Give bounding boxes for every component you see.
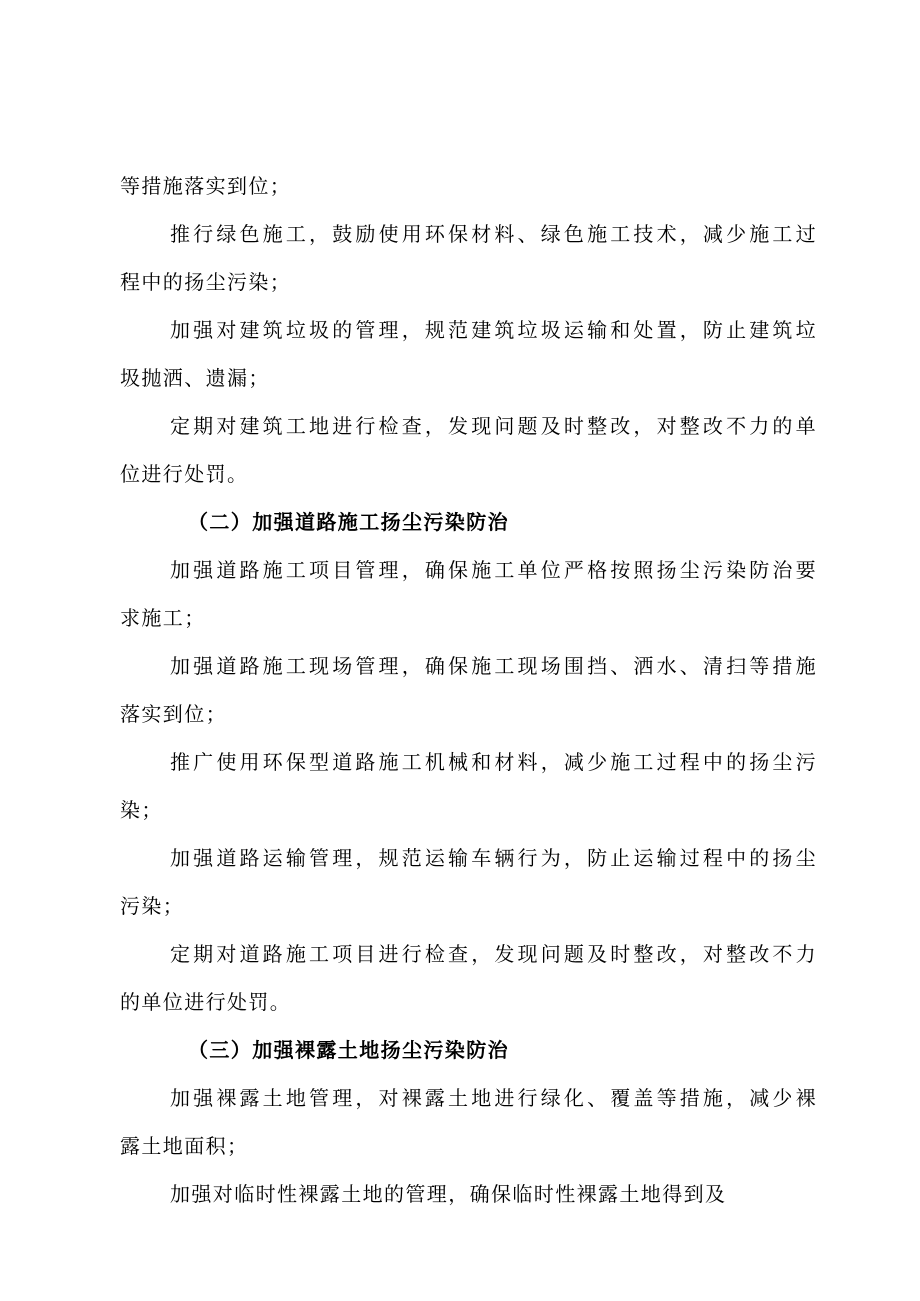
text-line-continuation: 落实到位； <box>120 702 227 726</box>
text-line-continuation: 露土地面积； <box>120 1134 249 1158</box>
text-line-continuation: 等措施落实到位； <box>120 174 292 198</box>
paragraph-temporary-bare-land: 加强对临时性裸露土地的管理，确保临时性裸露土地得到及 <box>170 1182 727 1206</box>
document-body <box>120 162 817 1218</box>
paragraph-road-transport: 加强道路运输管理，规范运输车辆行为，防止运输过程中的扬尘 <box>170 846 817 870</box>
paragraph-bare-land-management: 加强裸露土地管理，对裸露土地进行绿化、覆盖等措施，减少裸 <box>170 1086 817 1110</box>
section-heading-road-construction: （二）加强道路施工扬尘污染防治 <box>188 510 509 534</box>
paragraph-road-inspection: 定期对道路施工项目进行检查，发现问题及时整改，对整改不力 <box>170 942 817 966</box>
paragraph-construction-waste: 加强对建筑垃圾的管理，规范建筑垃圾运输和处置，防止建筑垃 <box>170 318 817 342</box>
text-line-continuation: 位进行处罚。 <box>120 462 249 486</box>
text-line-continuation: 污染； <box>120 894 185 918</box>
text-line-continuation: 的单位进行处罚。 <box>120 990 292 1014</box>
text-line-continuation: 求施工； <box>120 606 206 630</box>
paragraph-road-project-management: 加强道路施工项目管理，确保施工单位严格按照扬尘污染防治要 <box>170 558 817 582</box>
text-line-continuation: 程中的扬尘污染； <box>120 270 292 294</box>
paragraph-green-construction: 推行绿色施工，鼓励使用环保材料、绿色施工技术，减少施工过 <box>170 222 817 246</box>
paragraph-road-site-management: 加强道路施工现场管理，确保施工现场围挡、洒水、清扫等措施 <box>170 654 817 678</box>
paragraph-site-inspection: 定期对建筑工地进行检查，发现问题及时整改，对整改不力的单 <box>170 414 817 438</box>
text-line-continuation: 染； <box>120 798 163 822</box>
paragraph-eco-machinery: 推广使用环保型道路施工机械和材料，减少施工过程中的扬尘污 <box>170 750 817 774</box>
section-heading-bare-land: （三）加强裸露土地扬尘污染防治 <box>188 1038 509 1062</box>
text-line-continuation: 圾抛洒、遗漏； <box>120 366 270 390</box>
